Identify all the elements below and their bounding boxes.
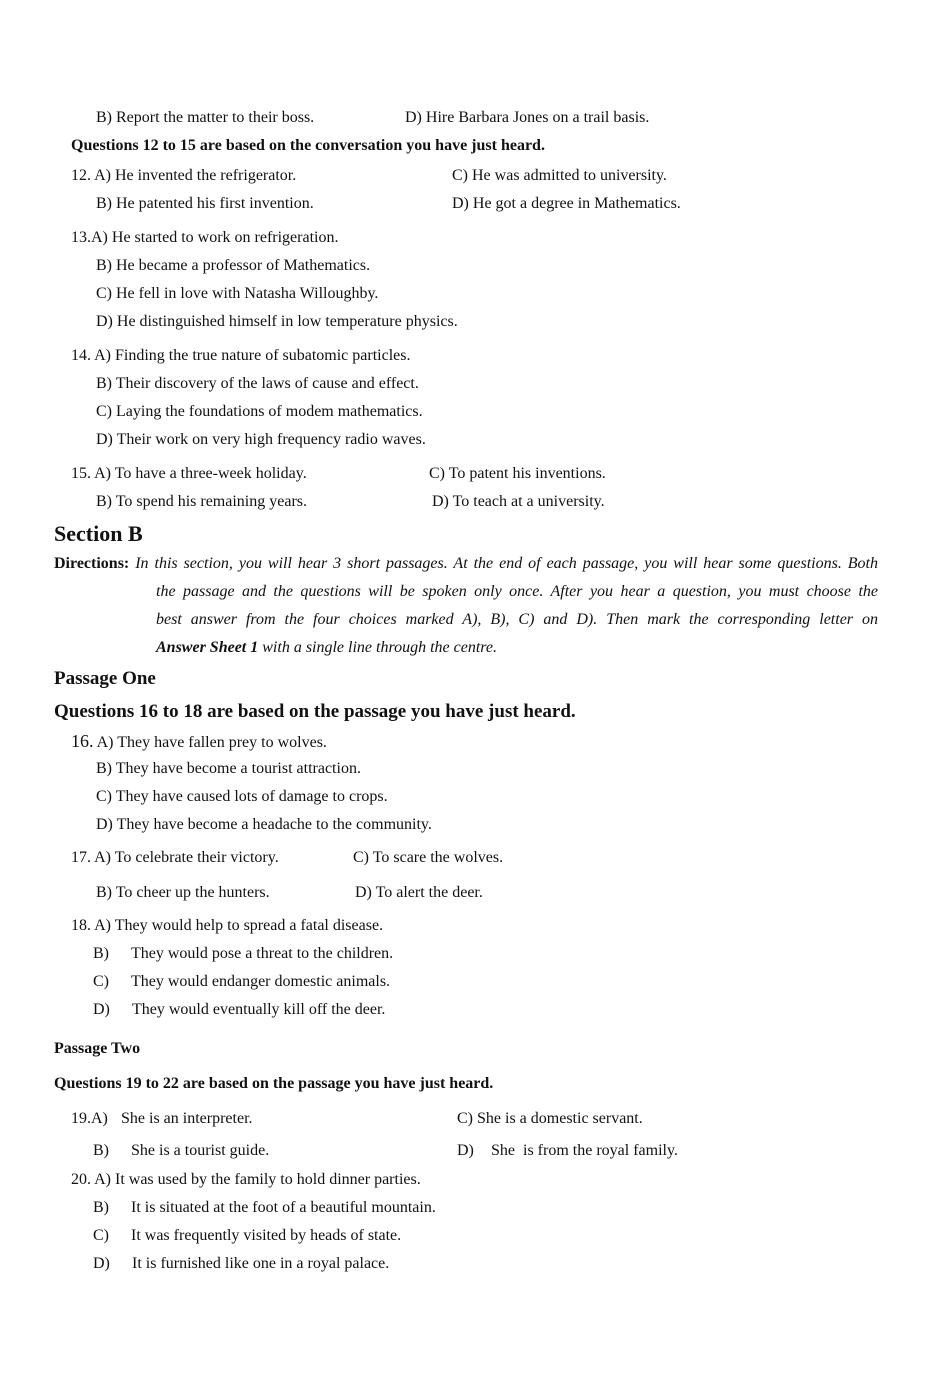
q16-option-c: C) They have caused lots of damage to crops. <box>96 788 388 805</box>
passage-two-heading: Questions 19 to 22 are based on the passage you have just heard. <box>54 1075 494 1092</box>
q14-option-b: B) Their discovery of the laws of cause and effect. <box>96 375 419 392</box>
passage-one-title: Passage One <box>54 668 156 689</box>
q13-option-a: 13.A) He started to work on refrigeration. <box>71 229 339 246</box>
q18-option-b: They would pose a threat to the children. <box>131 945 394 962</box>
q17-option-b: B) To cheer up the hunters. <box>96 884 270 901</box>
q11-option-d: D) Hire Barbara Jones on a trail basis. <box>405 109 650 126</box>
q18-option-c: They would endanger domestic animals. <box>131 973 391 990</box>
group1-heading: Questions 12 to 15 are based on the conversation you have just heard. <box>71 137 545 154</box>
q17-option-a: 17. A) To celebrate their victory. <box>71 849 279 866</box>
q16-option-d: D) They have become a headache to the community. <box>96 816 432 833</box>
directions-line-2: the passage and the questions will be spoken only once. After you hear a question, you must choose the <box>156 583 878 600</box>
q18-option-d-letter: D) <box>93 1001 110 1018</box>
directions-label: Directions: <box>54 555 130 572</box>
q18-option-b-letter: B) <box>93 945 109 962</box>
q14-option-c: C) Laying the foundations of modem mathematics. <box>96 403 423 420</box>
q20-option-d-letter: D) <box>93 1255 110 1272</box>
q16-option-a-text: A) They have fallen prey to wolves. <box>93 734 327 751</box>
answer-sheet-label: Answer Sheet 1 <box>156 639 259 656</box>
passage-two-title: Passage Two <box>54 1040 141 1057</box>
section-b-title: Section B <box>54 521 143 546</box>
q13-option-b: B) He became a professor of Mathematics. <box>96 257 371 274</box>
q17-option-d: D) To alert the deer. <box>355 884 483 901</box>
q15-option-a: 15. A) To have a three-week holiday. <box>71 465 307 482</box>
directions-line-1: In this section, you will hear 3 short passages. At the end of each passage, you will hear some questions. Both <box>135 555 879 572</box>
q16-option-b: B) They have become a tourist attraction. <box>96 760 361 777</box>
q15-option-c: C) To patent his inventions. <box>429 465 606 482</box>
q20-option-d: It is furnished like one in a royal palace. <box>132 1255 390 1272</box>
directions-line-4-end: with a single line through the centre. <box>258 639 498 656</box>
q18-option-c-letter: C) <box>93 973 109 990</box>
q19-option-d: She is from the royal family. <box>491 1142 678 1159</box>
q20-option-b-letter: B) <box>93 1199 109 1216</box>
q12-option-a: 12. A) He invented the refrigerator. <box>71 167 297 184</box>
q19-option-b-letter: B) <box>93 1142 109 1159</box>
q16-number: 16. <box>71 731 94 751</box>
q13-option-d: D) He distinguished himself in low temperature physics. <box>96 313 458 330</box>
directions-line-3: best answer from the four choices marked A), B), C) and D). Then mark the corresponding letter on <box>156 611 878 628</box>
q20-option-c: It was frequently visited by heads of state. <box>131 1227 402 1244</box>
passage-one-heading: Questions 16 to 18 are based on the passage you have just heard. <box>54 701 576 722</box>
q20-option-a: 20. A) It was used by the family to hold dinner parties. <box>71 1171 421 1188</box>
q18-option-a: 18. A) They would help to spread a fatal disease. <box>71 917 384 934</box>
q19-option-a: She is an interpreter. <box>121 1110 253 1127</box>
q12-option-d: D) He got a degree in Mathematics. <box>452 195 681 212</box>
q15-option-b: B) To spend his remaining years. <box>96 493 307 510</box>
q17-option-c: C) To scare the wolves. <box>353 849 504 866</box>
q14-option-d: D) Their work on very high frequency radio waves. <box>96 431 426 448</box>
q13-option-c: C) He fell in love with Natasha Willoughby. <box>96 285 379 302</box>
q19-option-d-letter: D) <box>457 1142 474 1159</box>
q19-option-c: C) She is a domestic servant. <box>457 1110 643 1127</box>
q19-option-a-prefix: 19.A) <box>71 1110 108 1127</box>
q16-option-a <box>71 731 327 753</box>
section-b-directions <box>54 550 878 662</box>
q19-option-b: She is a tourist guide. <box>131 1142 270 1159</box>
q14-option-a: 14. A) Finding the true nature of subatomic particles. <box>71 347 411 364</box>
q20-option-b: It is situated at the foot of a beautiful mountain. <box>131 1199 436 1216</box>
q18-option-d: They would eventually kill off the deer. <box>132 1001 386 1018</box>
q12-option-c: C) He was admitted to university. <box>452 167 667 184</box>
q15-option-d: D) To teach at a university. <box>432 493 605 510</box>
q11-option-b: B) Report the matter to their boss. <box>96 109 315 126</box>
q20-option-c-letter: C) <box>93 1227 109 1244</box>
q12-option-b: B) He patented his first invention. <box>96 195 314 212</box>
